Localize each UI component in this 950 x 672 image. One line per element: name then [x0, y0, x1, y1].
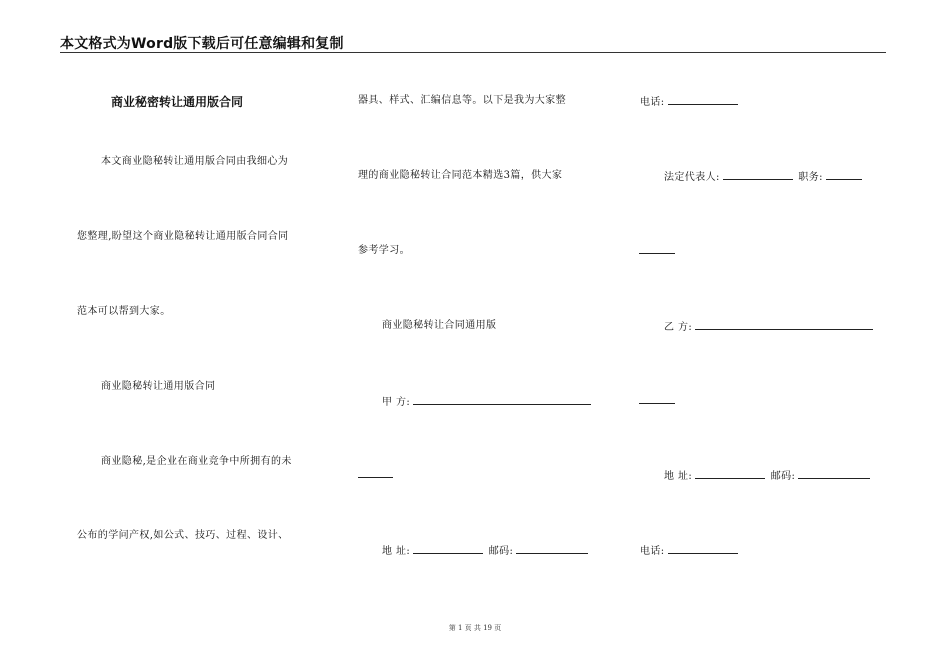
party-a-field	[382, 395, 591, 409]
fill-blank-line	[639, 403, 675, 404]
document-title: 商业秘密转让通用版合同	[111, 95, 244, 109]
phone-label: 电话:	[640, 546, 665, 557]
address-label: 地 址:	[382, 546, 411, 557]
address-blank	[695, 469, 765, 479]
header-divider	[60, 52, 886, 53]
position-label: 职务:	[798, 172, 823, 183]
address-blank	[413, 544, 483, 554]
column1-line-4: 商业隐秘转让通用版合同	[101, 381, 216, 392]
party-a-blank	[413, 395, 591, 405]
legal-rep-blank	[723, 170, 793, 180]
party-b-blank	[695, 320, 873, 330]
position-blank	[826, 170, 862, 180]
phone-blank	[668, 544, 738, 554]
column1-line-1: 本文商业隐秘转让通用版合同由我细心为	[101, 156, 289, 167]
legal-rep-label: 法定代表人:	[664, 172, 720, 183]
column2-line-1: 器具、样式、汇编信息等。以下是我为大家整	[358, 95, 566, 106]
phone-blank	[668, 95, 738, 105]
fill-blank-line	[639, 253, 675, 254]
address-field-b	[664, 469, 870, 483]
page-number-footer: 第 1 页 共 19 页	[448, 624, 502, 632]
column1-line-5: 商业隐秘,是企业在商业竞争中所拥有的未	[101, 456, 292, 467]
address-label: 地 址:	[664, 471, 693, 482]
party-a-label: 甲 方:	[382, 397, 411, 408]
column1-line-2: 您整理,盼望这个商业隐秘转让通用版合同合同	[77, 231, 289, 242]
fill-blank-line	[358, 477, 393, 478]
postcode-label: 邮码:	[488, 546, 514, 557]
column2-line-2: 理的商业隐秘转让合同范本精选3篇，供大家	[358, 170, 563, 181]
postcode-blank	[516, 544, 588, 554]
column2-line-4: 商业隐秘转让合同通用版	[382, 320, 497, 331]
party-b-label: 乙 方:	[664, 322, 693, 333]
postcode-label: 邮码:	[770, 471, 796, 482]
phone-label: 电话:	[640, 97, 665, 108]
phone-field-a	[640, 95, 738, 109]
legal-rep-field	[664, 170, 862, 184]
phone-field-b	[640, 544, 738, 558]
party-b-field	[664, 320, 873, 334]
column1-line-6: 公布的学问产权,如公式、技巧、过程、设计、	[77, 530, 289, 541]
address-field-a	[382, 544, 588, 558]
header-title: 本文格式为Word版下载后可任意编辑和复制	[60, 36, 344, 52]
column2-line-3: 参考学习。	[358, 245, 410, 256]
postcode-blank	[798, 469, 870, 479]
column1-line-3: 范本可以帮到大家。	[77, 306, 171, 317]
